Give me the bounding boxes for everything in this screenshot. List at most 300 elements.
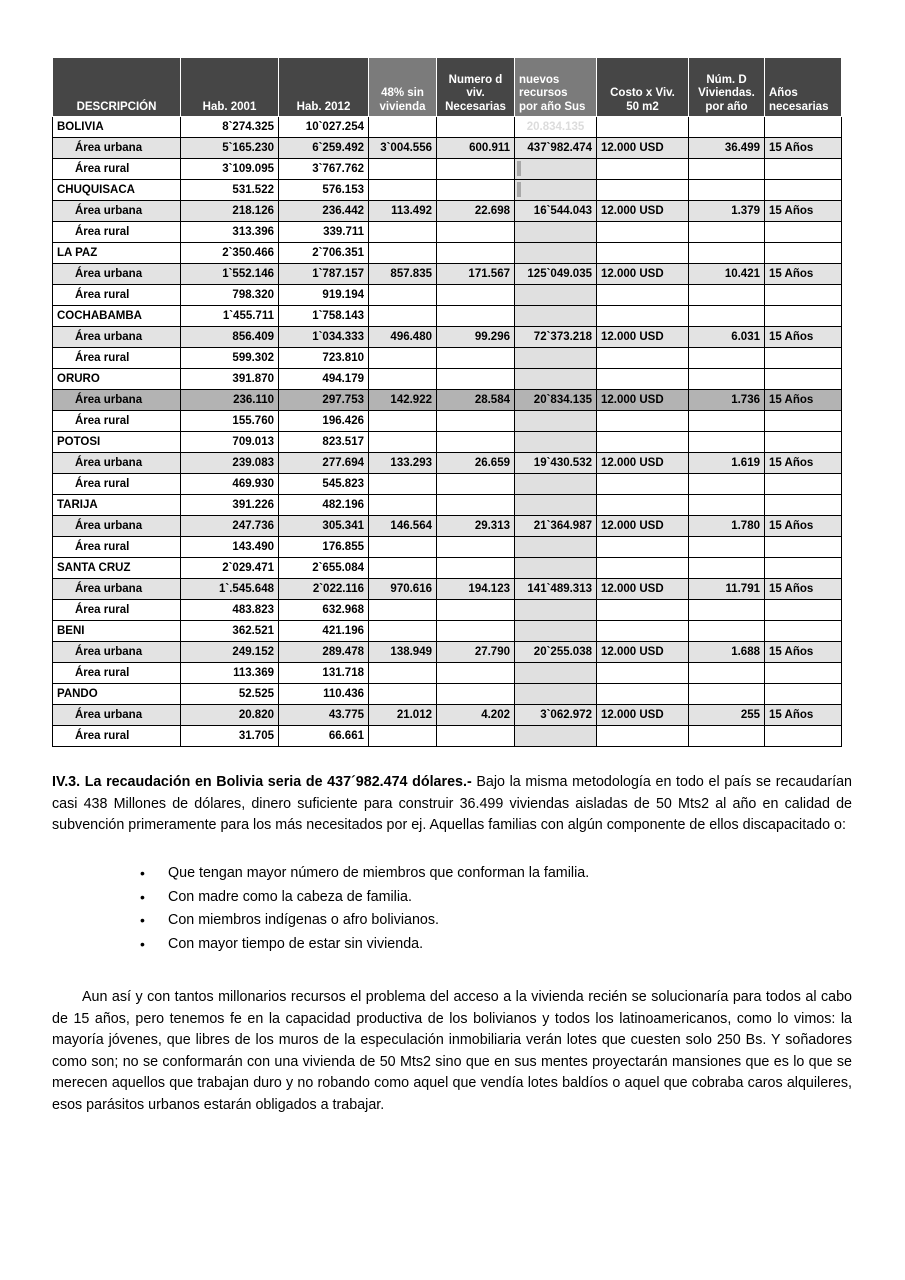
table-column-header-line: por año bbox=[705, 100, 748, 113]
table-column-header-line: por año Sus bbox=[519, 100, 586, 113]
table-cell-value bbox=[689, 474, 765, 495]
table-cell-value: 22.698 bbox=[437, 201, 515, 222]
table-cell-value bbox=[689, 285, 765, 306]
table-row bbox=[53, 411, 842, 432]
table-cell-value bbox=[369, 432, 437, 453]
section-paragraph-one-text: Bajo la misma metodología en todo el país se recaudarían casi 438 Millones de dólares, dinero suficiente para construir 36.499 viviendas aisladas de 50 Mts2 al año en calidad de subvención primeramente para los más necesitados por ej. Aquellas familias con algún componente de ellos discapacitado o: bbox=[52, 774, 853, 833]
table-cell-value: 6.031 bbox=[689, 327, 765, 348]
table-cell-value bbox=[437, 117, 515, 138]
table-row bbox=[53, 600, 842, 621]
table-cell-value bbox=[437, 222, 515, 243]
table-cell-value bbox=[369, 621, 437, 642]
table-row bbox=[53, 138, 842, 159]
table-row bbox=[53, 180, 842, 201]
table-row bbox=[53, 117, 842, 138]
table-cell-value: 113.492 bbox=[369, 201, 437, 222]
table-cell-value bbox=[597, 621, 689, 642]
table-cell-value: 27.790 bbox=[437, 642, 515, 663]
table-cell-value: 297.753 bbox=[279, 390, 369, 411]
table-cell-value: 531.522 bbox=[181, 180, 279, 201]
table-column-header-line: necesarias bbox=[769, 100, 829, 113]
table-cell-value bbox=[597, 474, 689, 495]
table-cell-value bbox=[369, 369, 437, 390]
housing-data-table bbox=[52, 57, 842, 747]
table-cell-description: Área rural bbox=[53, 726, 181, 747]
table-cell-value bbox=[765, 411, 842, 432]
table-cell-value bbox=[765, 306, 842, 327]
table-cell-description: Área rural bbox=[53, 348, 181, 369]
table-cell-value: 3`109.095 bbox=[181, 159, 279, 180]
table-cell-description: Área rural bbox=[53, 285, 181, 306]
section-heading: IV.3. La recaudación en Bolivia seria de 437´982.474 dólares.- bbox=[52, 774, 472, 790]
table-cell-value: 12.000 USD bbox=[597, 201, 689, 222]
table-row bbox=[53, 684, 842, 705]
table-cell-value bbox=[765, 369, 842, 390]
table-cell-value: 391.226 bbox=[181, 495, 279, 516]
table-cell-value: 43.775 bbox=[279, 705, 369, 726]
table-cell-value: 1`787.157 bbox=[279, 264, 369, 285]
table-cell-value bbox=[689, 159, 765, 180]
table-cell-value: 29.313 bbox=[437, 516, 515, 537]
table-cell-value: 970.616 bbox=[369, 579, 437, 600]
table-cell-value: 1.736 bbox=[689, 390, 765, 411]
table-cell-value: 362.521 bbox=[181, 621, 279, 642]
table-column-header-line: Núm. D bbox=[706, 73, 747, 86]
table-cell-value bbox=[765, 684, 842, 705]
table-cell-value bbox=[765, 117, 842, 138]
table-cell-value: 1`.545.648 bbox=[181, 579, 279, 600]
table-cell-value: 16`544.043 bbox=[515, 201, 597, 222]
table-cell-value: 196.426 bbox=[279, 411, 369, 432]
table-cell-value bbox=[515, 558, 597, 579]
table-cell-description: Área rural bbox=[53, 411, 181, 432]
table-cell-value bbox=[689, 180, 765, 201]
table-row bbox=[53, 474, 842, 495]
table-cell-description: Área rural bbox=[53, 159, 181, 180]
table-cell-value bbox=[597, 684, 689, 705]
table-column-header-line: Necesarias bbox=[445, 100, 506, 113]
table-cell-value: 496.480 bbox=[369, 327, 437, 348]
table-row bbox=[53, 558, 842, 579]
table-row bbox=[53, 579, 842, 600]
table-cell-value bbox=[765, 726, 842, 747]
table-cell-value bbox=[369, 306, 437, 327]
table-cell-value: 494.179 bbox=[279, 369, 369, 390]
section-paragraph-one bbox=[52, 772, 852, 837]
table-cell-description: Área rural bbox=[53, 474, 181, 495]
table-cell-value bbox=[515, 285, 597, 306]
table-cell-value: 545.823 bbox=[279, 474, 369, 495]
table-cell-value: 138.949 bbox=[369, 642, 437, 663]
table-cell-value bbox=[765, 495, 842, 516]
table-row bbox=[53, 516, 842, 537]
table-column-header-line: recursos bbox=[519, 87, 568, 99]
table-cell-value bbox=[597, 663, 689, 684]
table-body bbox=[53, 117, 842, 747]
table-cell-value bbox=[515, 348, 597, 369]
table-cell-value: 1.379 bbox=[689, 201, 765, 222]
table-cell-value: 3`004.556 bbox=[369, 138, 437, 159]
table-cell-value bbox=[597, 411, 689, 432]
table-cell-value: 1`758.143 bbox=[279, 306, 369, 327]
table-cell-value bbox=[437, 474, 515, 495]
table-column-header bbox=[369, 58, 437, 117]
table-cell-value: 339.711 bbox=[279, 222, 369, 243]
table-cell-value: 15 Años bbox=[765, 201, 842, 222]
table-cell-value: 12.000 USD bbox=[597, 642, 689, 663]
table-cell-value bbox=[689, 537, 765, 558]
table-column-header-line: 48% sin bbox=[381, 87, 424, 99]
table-cell-value bbox=[765, 180, 842, 201]
table-row bbox=[53, 201, 842, 222]
table-row bbox=[53, 705, 842, 726]
table-cell-value bbox=[765, 474, 842, 495]
table-cell-value bbox=[515, 369, 597, 390]
table-row bbox=[53, 453, 842, 474]
table-cell-value bbox=[437, 369, 515, 390]
table-cell-value: 599.302 bbox=[181, 348, 279, 369]
table-cell-value bbox=[515, 474, 597, 495]
table-cell-value: 483.823 bbox=[181, 600, 279, 621]
section-paragraph-two: Aun así y con tantos millonarios recursos el problema del acceso a la vivienda recién se solucionaría para todos al cabo de 15 años, pero tenemos fe en la capacidad productiva de los bolivianos y todos los latinoamericanos, como lo vimos: la mayoría jóvenes, que libres de los muros de la especulación inmobiliaria verán lotes que cuesten solo 250 Bs. Y soñadores como son; no se conformarán con una vivienda de 50 Mts2 sino que en sus mentes proyectarán mansiones que es lo que se merecen aquellos que trabajan duro y no robando como aquel que vendía lotes baldíos o aquel que cobraba caros alquileres, esos parásitos urbanos estarán obligados a trabajar. bbox=[52, 989, 852, 1113]
table-cell-value bbox=[369, 411, 437, 432]
table-cell-value: 10`027.254 bbox=[279, 117, 369, 138]
table-cell-description: Área urbana bbox=[53, 201, 181, 222]
table-cell-value: 2`350.466 bbox=[181, 243, 279, 264]
table-cell-value: 289.478 bbox=[279, 642, 369, 663]
table-column-header-line: Numero d bbox=[448, 73, 503, 86]
table-cell-value: 12.000 USD bbox=[597, 579, 689, 600]
table-cell-value: 146.564 bbox=[369, 516, 437, 537]
table-row bbox=[53, 264, 842, 285]
table-cell-value bbox=[765, 222, 842, 243]
table-cell-value: 12.000 USD bbox=[597, 138, 689, 159]
table-row bbox=[53, 621, 842, 642]
table-cell-value: 255 bbox=[689, 705, 765, 726]
table-column-header bbox=[279, 58, 369, 117]
table-cell-value: 15 Años bbox=[765, 642, 842, 663]
table-cell-value: 194.123 bbox=[437, 579, 515, 600]
table-cell-value: 482.196 bbox=[279, 495, 369, 516]
table-cell-value bbox=[369, 600, 437, 621]
table-cell-value: 12.000 USD bbox=[597, 390, 689, 411]
table-cell-value: 176.855 bbox=[279, 537, 369, 558]
table-cell-value: 31.705 bbox=[181, 726, 279, 747]
table-cell-value: 15 Años bbox=[765, 453, 842, 474]
table-cell-value bbox=[765, 243, 842, 264]
table-cell-value bbox=[597, 369, 689, 390]
table-cell-description: Área urbana bbox=[53, 390, 181, 411]
table-cell-value: 600.911 bbox=[437, 138, 515, 159]
criteria-bullet-list bbox=[110, 862, 840, 956]
table-cell-value bbox=[437, 348, 515, 369]
table-cell-value: 15 Años bbox=[765, 264, 842, 285]
table-cell-value bbox=[437, 432, 515, 453]
table-cell-value: 469.930 bbox=[181, 474, 279, 495]
table-cell-value bbox=[369, 243, 437, 264]
table-cell-value: 26.659 bbox=[437, 453, 515, 474]
table-cell-value: 2`029.471 bbox=[181, 558, 279, 579]
table-cell-value: 632.968 bbox=[279, 600, 369, 621]
table-cell-value bbox=[369, 537, 437, 558]
table-cell-value bbox=[437, 663, 515, 684]
table-cell-value bbox=[369, 222, 437, 243]
table-cell-value: 21.012 bbox=[369, 705, 437, 726]
table-cell-value: 12.000 USD bbox=[597, 453, 689, 474]
table-cell-value bbox=[689, 726, 765, 747]
list-item: • Con miembros indígenas o afro bolivianos. bbox=[140, 909, 840, 933]
table-cell-description: Área rural bbox=[53, 600, 181, 621]
table-cell-value bbox=[515, 180, 597, 201]
table-cell-value: 247.736 bbox=[181, 516, 279, 537]
table-cell-value: 798.320 bbox=[181, 285, 279, 306]
table-cell-value: 313.396 bbox=[181, 222, 279, 243]
table-row bbox=[53, 495, 842, 516]
table-cell-value: 133.293 bbox=[369, 453, 437, 474]
table-cell-value: 6`259.492 bbox=[279, 138, 369, 159]
table-cell-description: Área urbana bbox=[53, 327, 181, 348]
table-cell-value: 141`489.313 bbox=[515, 579, 597, 600]
table-row bbox=[53, 243, 842, 264]
table-cell-value: 239.083 bbox=[181, 453, 279, 474]
table-cell-value bbox=[689, 117, 765, 138]
table-cell-description: ORURO bbox=[53, 369, 181, 390]
table-cell-value bbox=[689, 558, 765, 579]
table-row bbox=[53, 432, 842, 453]
table-cell-value: 52.525 bbox=[181, 684, 279, 705]
table-cell-value bbox=[437, 600, 515, 621]
table-cell-value: 2`706.351 bbox=[279, 243, 369, 264]
table-column-header bbox=[765, 58, 842, 117]
table-cell-value: 15 Años bbox=[765, 516, 842, 537]
table-column-header-line: DESCRIPCIÓN bbox=[76, 100, 157, 113]
table-row bbox=[53, 642, 842, 663]
table-cell-value: 1.619 bbox=[689, 453, 765, 474]
table-cell-value bbox=[597, 495, 689, 516]
table-cell-description: Área urbana bbox=[53, 138, 181, 159]
table-cell-value bbox=[437, 495, 515, 516]
table-cell-value bbox=[597, 243, 689, 264]
table-cell-value bbox=[515, 222, 597, 243]
table-cell-value: 723.810 bbox=[279, 348, 369, 369]
table-cell-value: 11.791 bbox=[689, 579, 765, 600]
table-cell-value bbox=[369, 348, 437, 369]
table-cell-value bbox=[765, 285, 842, 306]
table-cell-value: 3`062.972 bbox=[515, 705, 597, 726]
table-cell-value bbox=[515, 684, 597, 705]
table-cell-description: LA PAZ bbox=[53, 243, 181, 264]
table-cell-value bbox=[689, 600, 765, 621]
table-cell-value: 15 Años bbox=[765, 327, 842, 348]
table-cell-value bbox=[369, 495, 437, 516]
table-cell-description: Área urbana bbox=[53, 705, 181, 726]
table-cell-value: 66.661 bbox=[279, 726, 369, 747]
list-item: • Con mayor tiempo de estar sin vivienda. bbox=[140, 933, 840, 957]
housing-table-container bbox=[52, 57, 841, 747]
table-cell-value: 142.922 bbox=[369, 390, 437, 411]
table-cell-value bbox=[515, 432, 597, 453]
table-cell-value: 277.694 bbox=[279, 453, 369, 474]
table-cell-value: 72`373.218 bbox=[515, 327, 597, 348]
table-cell-value bbox=[597, 348, 689, 369]
table-cell-value bbox=[437, 684, 515, 705]
table-cell-value: 2`655.084 bbox=[279, 558, 369, 579]
table-column-header bbox=[689, 58, 765, 117]
table-cell-value bbox=[369, 285, 437, 306]
table-cell-value: 1`455.711 bbox=[181, 306, 279, 327]
table-cell-value bbox=[597, 558, 689, 579]
table-cell-value: 21`364.987 bbox=[515, 516, 597, 537]
table-cell-value bbox=[437, 558, 515, 579]
table-column-header-line: Hab. 2001 bbox=[202, 100, 257, 113]
table-cell-value bbox=[437, 621, 515, 642]
list-item: • Con madre como la cabeza de familia. bbox=[140, 886, 840, 910]
ghost-value-text: 20.834.135 bbox=[526, 121, 585, 133]
table-cell-value bbox=[689, 222, 765, 243]
table-cell-value: 856.409 bbox=[181, 327, 279, 348]
table-cell-value bbox=[689, 663, 765, 684]
table-cell-value bbox=[597, 117, 689, 138]
table-cell-value bbox=[689, 243, 765, 264]
table-row bbox=[53, 537, 842, 558]
table-cell-description: Área urbana bbox=[53, 264, 181, 285]
table-cell-value bbox=[369, 558, 437, 579]
table-cell-value bbox=[689, 411, 765, 432]
table-cell-value bbox=[515, 726, 597, 747]
table-row bbox=[53, 390, 842, 411]
table-cell-value: 125`049.035 bbox=[515, 264, 597, 285]
table-cell-value: 12.000 USD bbox=[597, 516, 689, 537]
table-column-header bbox=[437, 58, 515, 117]
table-cell-value bbox=[597, 726, 689, 747]
table-cell-value: 236.110 bbox=[181, 390, 279, 411]
table-cell-value: 28.584 bbox=[437, 390, 515, 411]
table-cell-value: 171.567 bbox=[437, 264, 515, 285]
table-row bbox=[53, 327, 842, 348]
table-cell-value: 15 Años bbox=[765, 138, 842, 159]
table-cell-description: BENI bbox=[53, 621, 181, 642]
table-cell-value bbox=[437, 726, 515, 747]
table-cell-value bbox=[765, 621, 842, 642]
table-cell-value: 305.341 bbox=[279, 516, 369, 537]
table-cell-value bbox=[515, 663, 597, 684]
table-header-row bbox=[53, 58, 842, 117]
table-cell-value bbox=[765, 159, 842, 180]
table-cell-value bbox=[765, 663, 842, 684]
table-cell-value bbox=[515, 306, 597, 327]
table-cell-value: 236.442 bbox=[279, 201, 369, 222]
table-cell-value bbox=[369, 117, 437, 138]
table-cell-value bbox=[689, 621, 765, 642]
table-cell-value: 4.202 bbox=[437, 705, 515, 726]
table-cell-value: 20`834.135 bbox=[515, 390, 597, 411]
table-cell-value: 20`255.038 bbox=[515, 642, 597, 663]
table-cell-value: 12.000 USD bbox=[597, 327, 689, 348]
table-cell-description: Área urbana bbox=[53, 579, 181, 600]
table-cell-value bbox=[515, 600, 597, 621]
table-cell-value bbox=[369, 684, 437, 705]
table-cell-description: PANDO bbox=[53, 684, 181, 705]
table-column-header bbox=[181, 58, 279, 117]
table-cell-value: 5`165.230 bbox=[181, 138, 279, 159]
table-cell-value bbox=[437, 306, 515, 327]
table-row bbox=[53, 222, 842, 243]
table-cell-value: 99.296 bbox=[437, 327, 515, 348]
table-cell-value: 249.152 bbox=[181, 642, 279, 663]
table-row bbox=[53, 726, 842, 747]
table-cell-value bbox=[515, 537, 597, 558]
table-cell-value: 1.688 bbox=[689, 642, 765, 663]
table-cell-value: 919.194 bbox=[279, 285, 369, 306]
table-column-header bbox=[53, 58, 181, 117]
table-cell-value: 576.153 bbox=[279, 180, 369, 201]
table-column-header-line: Costo x Viv. bbox=[610, 87, 675, 99]
table-cell-description: POTOSI bbox=[53, 432, 181, 453]
table-cell-value: 437`982.474 bbox=[515, 138, 597, 159]
table-cell-description: Área rural bbox=[53, 222, 181, 243]
table-column-header-line: nuevos bbox=[519, 73, 560, 86]
table-cell-value bbox=[689, 369, 765, 390]
table-cell-value: 10.421 bbox=[689, 264, 765, 285]
table-cell-value: 15 Años bbox=[765, 579, 842, 600]
table-cell-value bbox=[597, 432, 689, 453]
table-row bbox=[53, 159, 842, 180]
table-row bbox=[53, 663, 842, 684]
table-cell-value bbox=[765, 600, 842, 621]
table-cell-value: 36.499 bbox=[689, 138, 765, 159]
table-cell-value bbox=[765, 432, 842, 453]
list-item: • Que tengan mayor número de miembros que conforman la familia. bbox=[140, 862, 840, 886]
table-cell-value bbox=[437, 537, 515, 558]
table-cell-value bbox=[689, 306, 765, 327]
table-cell-value bbox=[597, 537, 689, 558]
table-cell-value bbox=[597, 222, 689, 243]
table-cell-value bbox=[597, 285, 689, 306]
table-cell-value bbox=[515, 495, 597, 516]
table-cell-value bbox=[765, 348, 842, 369]
table-cell-value bbox=[437, 285, 515, 306]
table-column-header bbox=[515, 58, 597, 117]
table-cell-description: Área urbana bbox=[53, 516, 181, 537]
table-cell-value bbox=[437, 411, 515, 432]
table-cell-value: 110.436 bbox=[279, 684, 369, 705]
table-cell-value bbox=[689, 432, 765, 453]
table-cell-value bbox=[515, 117, 597, 138]
table-cell-description: CHUQUISACA bbox=[53, 180, 181, 201]
table-row bbox=[53, 348, 842, 369]
table-cell-value: 1.780 bbox=[689, 516, 765, 537]
table-column-header-line: vivienda bbox=[379, 100, 426, 113]
table-cell-value bbox=[689, 684, 765, 705]
table-cell-value bbox=[597, 180, 689, 201]
table-cell-value: 218.126 bbox=[181, 201, 279, 222]
table-cell-value: 143.490 bbox=[181, 537, 279, 558]
table-cell-value: 391.870 bbox=[181, 369, 279, 390]
table-cell-value bbox=[437, 180, 515, 201]
table-cell-value: 15 Años bbox=[765, 390, 842, 411]
table-cell-description: COCHABAMBA bbox=[53, 306, 181, 327]
table-column-header-line: viv. bbox=[466, 87, 485, 99]
table-cell-description: Área rural bbox=[53, 537, 181, 558]
table-cell-description: Área urbana bbox=[53, 642, 181, 663]
table-cell-description: BOLIVIA bbox=[53, 117, 181, 138]
table-cell-value bbox=[597, 600, 689, 621]
table-column-header-line: Viviendas. bbox=[698, 87, 755, 99]
table-cell-value: 19`430.532 bbox=[515, 453, 597, 474]
table-cell-value: 709.013 bbox=[181, 432, 279, 453]
table-column-header-line: Hab. 2012 bbox=[296, 100, 351, 113]
table-cell-value: 1`034.333 bbox=[279, 327, 369, 348]
